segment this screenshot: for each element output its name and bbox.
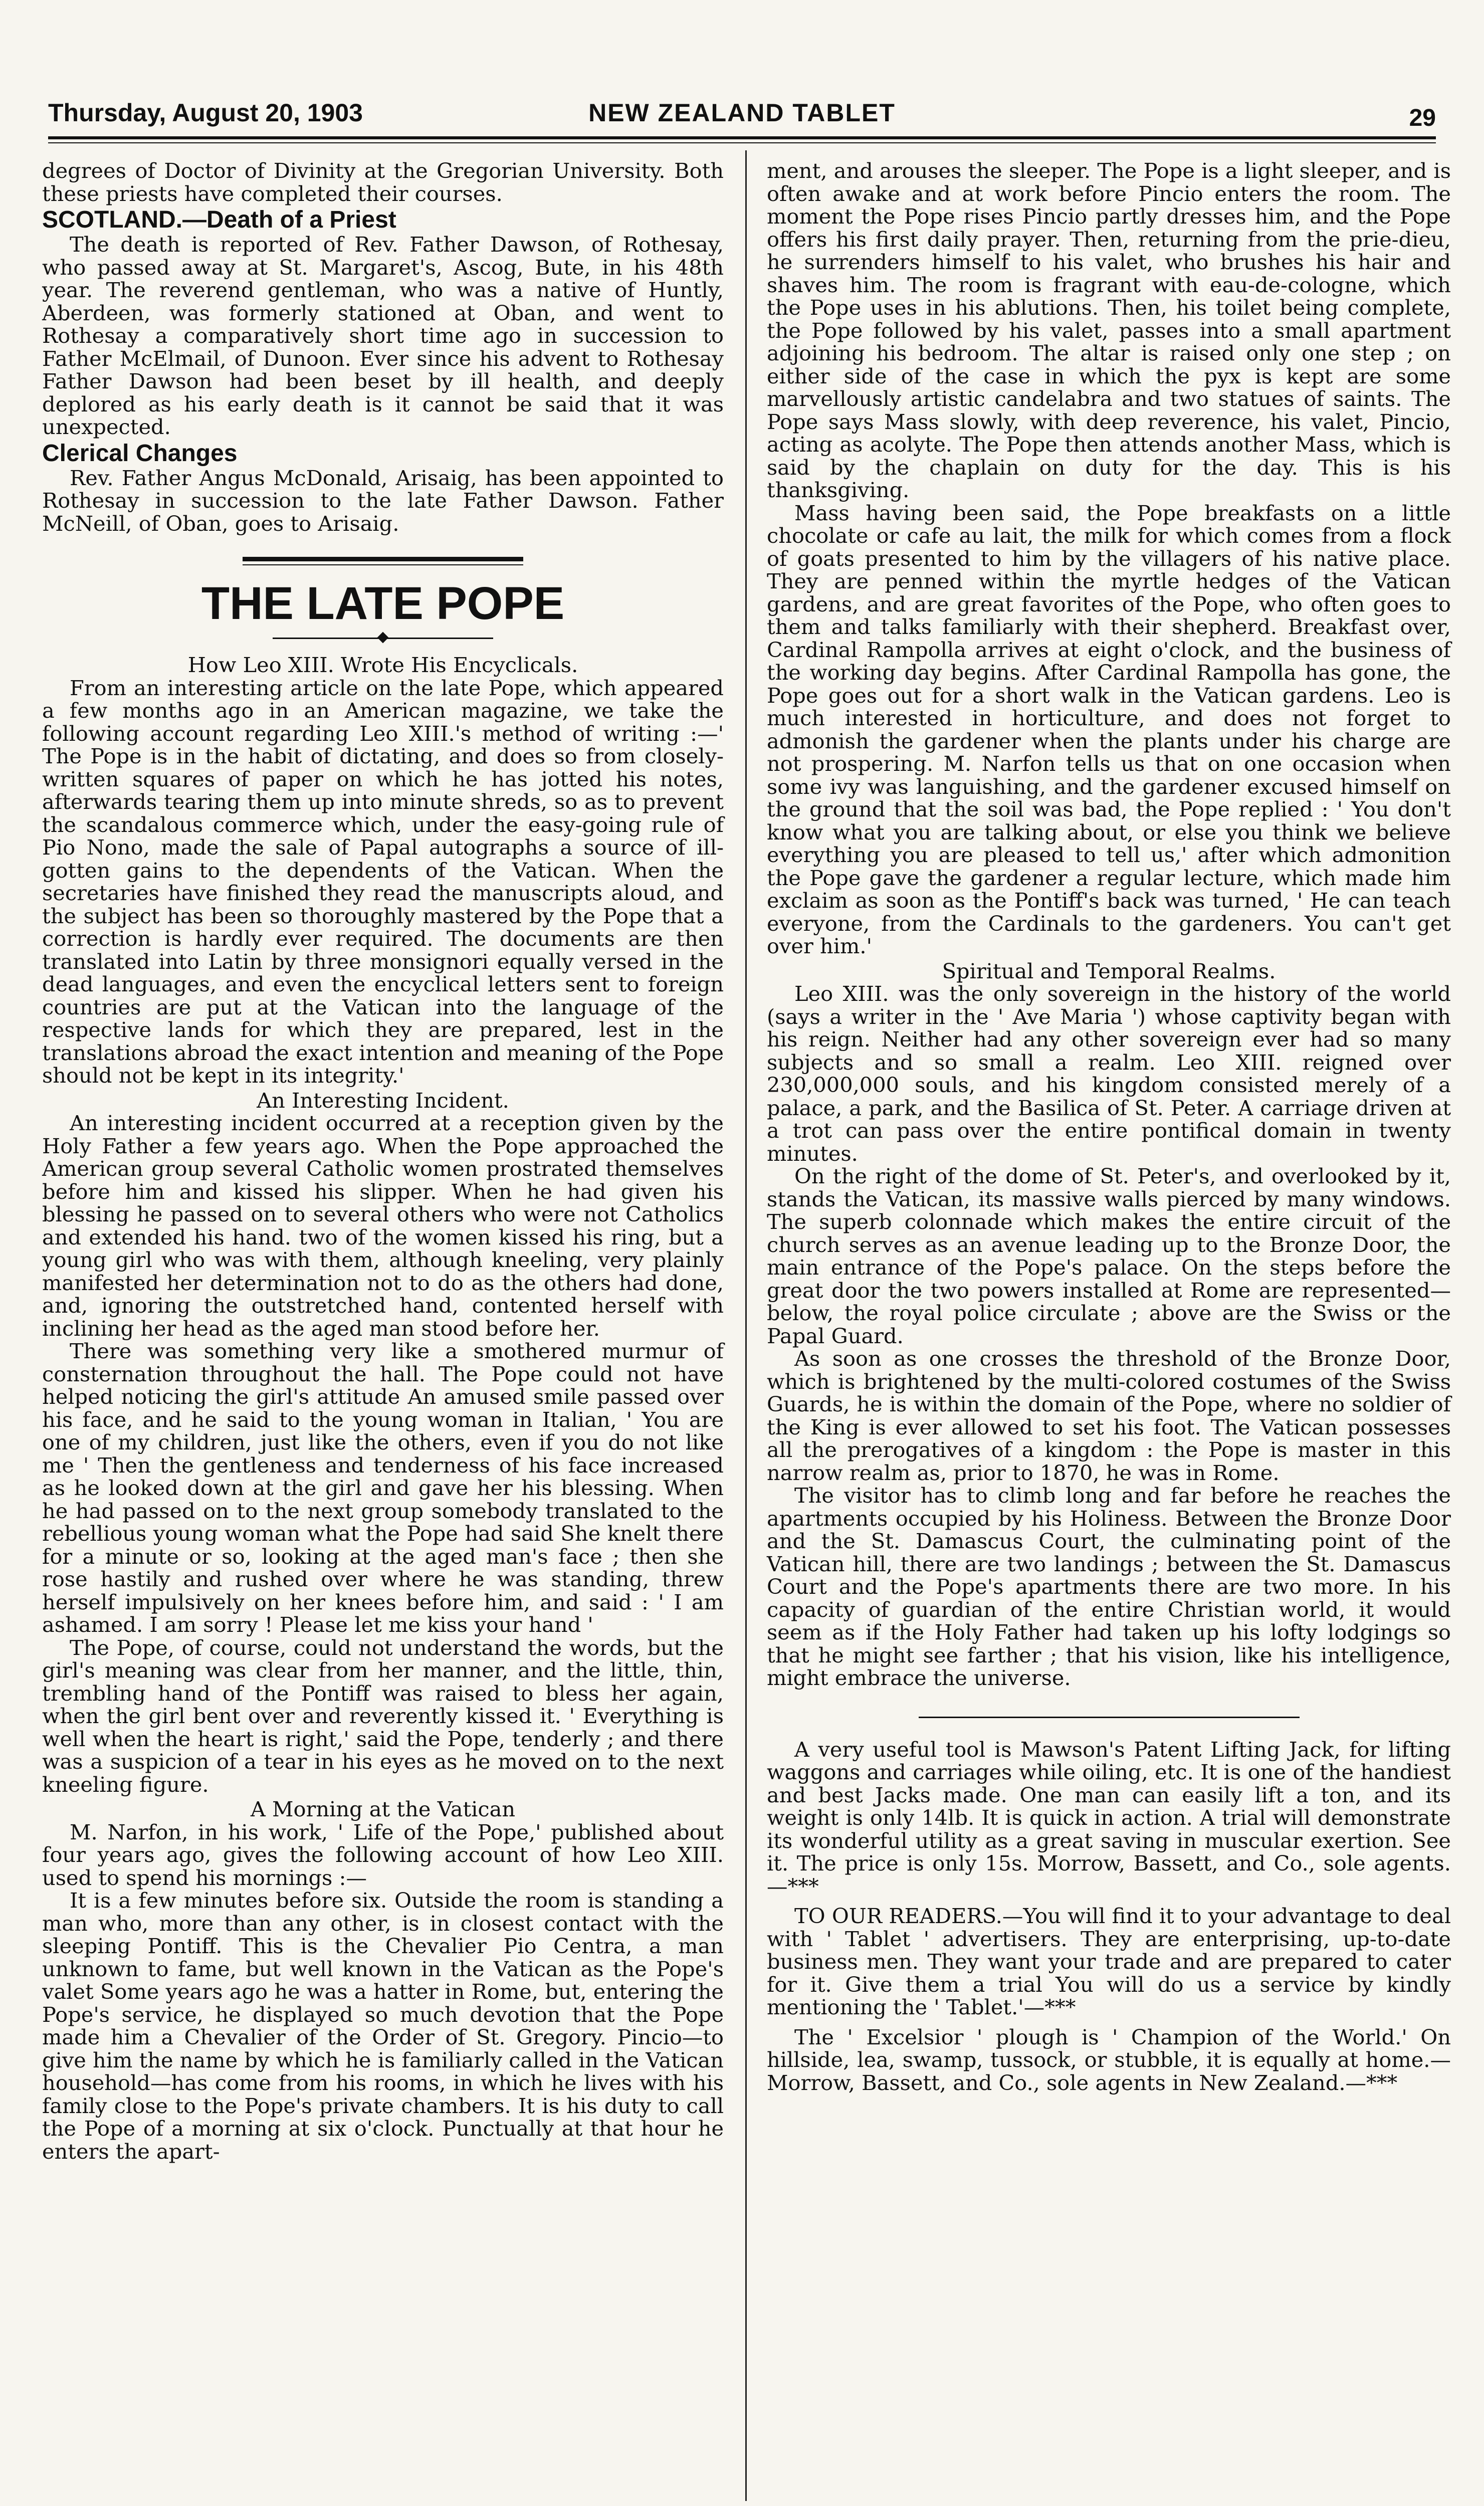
advert-readers: TO OUR READERS.—You will find it to your advantage to deal with ' Tablet ' advertisers. They are enterprising, up-to-date business men. They want your trade and are prepared to cater for it. Give them a trial You will do us a service by kindly mentioning the ' Tablet.'—*** — [767, 1904, 1451, 2019]
subheading-morning: A Morning at the Vatican — [250, 1797, 516, 1821]
realms-paragraph-4: The visitor has to climb long and far before he reaches the apartments occupied by his Holiness. Between the Bronze Door and the St. Damascus Court, the culminating point of the Vatican hill, there are two landings ; between the St. Damascus Court and the Pope's apartments there are two more. In his capacity of guardian of the entire Christian world, it would seem as if the Holy Father had taken up his lofty lodgings so that he might see farther ; that his vision, like his intelligence, might embrace the universe. — [767, 1483, 1451, 1690]
scotland-paragraph: The death is reported of Rev. Father Dawson, of Rothesay, who passed away at St. Margaret's, Ascog, Bute, in his 48th year. The reverend gentleman, who was a native of Huntly, Aberdeen, was formerly stationed at Oban, and went to Rothesay a comparatively short time ago in succession to Father McElmail, of Dunoon. Ever since his advent to Rothesay Father Dawson had been beset by ill health, and deeply deplored as his early death is it cannot be said that it was unexpected. — [42, 232, 724, 439]
incident-paragraph-2: There was something very like a smothered murmur of consternation throughout the hall. The Pope could not have helped noticing the girl's attitude An amused smile passed over his face, and he said to the young woman in Italian, ' You are one of my children, just like the others, even if you do not like me ' Then the gentleness and tenderness of his face increased as he looked down at the girl and gave her his blessing. When he had passed on to the next group somebody translated to the rebellious young woman what the Pope had said She knelt there for a minute or so, looking at the aged man's face ; then she rose hastily and rushed over where he was standing, threw herself impulsively on her knees before him, and said : ' I am ashamed. I am sorry ! Please let me kiss your hand ' — [42, 1339, 724, 1637]
header-rule — [48, 136, 1436, 139]
advert-plough: The ' Excelsior ' plough is ' Champion of the World.' On hillside, lea, swamp, tussock, or stubble, it is equally at home.—Morrow, Bassett, and Co., sole agents in New Zealand.—*** — [767, 2024, 1451, 2095]
morning-paragraph-1: M. Narfon, in his work, ' Life of the Pope,' published about four years ago, gives the following account of how Leo XIII. used to spend his mornings :— — [42, 1819, 724, 1890]
incident-paragraph-1: An interesting incident occurred at a reception given by the Holy Father a few years ago. When the Pope approached the American group several Catholic women prostrated themselves before him and kissed his slipper. When he had given his blessing he passed on to several others who were not Catholics and extended his hand. two of the women kissed his ring, but a young girl who was with them, although kneeling, very plainly manifested her determination not to do as the others had done, and, ignoring the outstretched hand, contented herself with inclining her head as the aged man stood before her. — [42, 1111, 724, 1341]
page-header — [48, 95, 1436, 130]
article-title: THE LATE POPE — [201, 578, 565, 629]
diamond-rule — [273, 632, 493, 645]
issue-date: Thursday, August 20, 1903 — [48, 99, 363, 127]
advert-lifting-jack: A very useful tool is Mawson's Patent Lifting Jack, for lifting waggons and carriages while oiling, etc. It is one of the handiest and best Jacks made. One man can easily lift a ton, and its weight is only 14lb. It is quick in action. A trial will demonstrate its wonderful utility as a great saving in muscular exertion. See it. The price is only 15s. Morrow, Bassett, and Co., sole agents.—*** — [767, 1737, 1451, 1899]
left-column — [42, 159, 724, 2163]
morning-paragraph-2: It is a few minutes before six. Outside the room is standing a man who, more than any other, is in closest contact with the sleeping Pontiff. This is the Chevalier Pio Centra, a man unknown to fame, but well known in the Vatican as the Pope's valet Some years ago he was a hatter in Rome, but, entering the Pope's service, he displayed so much devotion that the Pope made him a Chevalier of the Order of St. Gregory. Pincio—to give him the name by which he is familiarly called in the Vatican household—has come from his rooms, in which he lives with his family close to the Pope's private chambers. It is his duty to call the Pope of a morning at six o'clock. Punctually at that hour he enters the apart- — [42, 1888, 724, 2164]
column-divider — [745, 150, 747, 2501]
page-number: 29 — [1409, 105, 1436, 131]
clerical-paragraph: Rev. Father Angus McDonald, Arisaig, has been appointed to Rothesay in succession to the late Father Dawson. Father McNeill, of Oban, goes to Arisaig. — [42, 465, 724, 536]
title-rule — [42, 557, 724, 565]
right-column — [767, 159, 1451, 2094]
scotland-heading: SCOTLAND.—Death of a Priest — [42, 206, 396, 233]
subheading-encyclicals: How Leo XIII. Wrote His Encyclicals. — [187, 653, 578, 677]
breakfast-paragraph: Mass having been said, the Pope breakfasts on a little chocolate or cafe au lait, the milk for which comes from a flock of goats presented to him by the villagers of his native place. They are penned within the myrtle hedges of the Vatican gardens, and are great favorites of the Pope, who often goes to them and talks familiarly with their shepherd. Breakfast over, Cardinal Rampolla arrives at eight o'clock, and the business of the working day begins. After Cardinal Rampolla has gone, the Pope goes out for a short walk in the Vatican gardens. Leo is much interested in horticulture, and does not forget to admonish the gardener when the plants under his charge are not prospering. M. Narfon tells us that on one occasion when some ivy was languishing, and the gardener excused himself on the ground that the soil was bad, the Pope replied : ' You don't know what you are talking about, or else you think we believe everything you are pleased to tell us,' after which admonition the Pope gave the gardener a regular lecture, which made him exclaim as soon as the Pontiff's back was turned, ' He can teach everyone, from the Cardinals to the gardeners. You can't get over him.' — [767, 500, 1451, 958]
subheading-realms: Spiritual and Temporal Realms. — [942, 958, 1276, 983]
incident-paragraph-3: The Pope, of course, could not understand the words, but the girl's meaning was clear from her manner, and the little, thin, trembling hand of the Pontiff was raised to bless her again, when the girl bent over and reverently kissed it. ' Everything is well when the heart is right,' said the Pope, tenderly ; and there was a suspicion of a tear in his eyes as he moved on to the next kneeling figure. — [42, 1635, 724, 1797]
clerical-heading: Clerical Changes — [42, 440, 238, 467]
realms-paragraph-1: Leo XIII. was the only sovereign in the history of the world (says a writer in the ' Ave Maria ') whose captivity began with his reign. Neither had any other sovereign ever had so many subjects and so small a realm. Leo XIII. reigned over 230,000,000 souls, and his kingdom consisted merely of a palace, a park, and the Basilica of St. Peter. A carriage driven at a trot can pass over the entire pontifical domain in twenty minutes. — [767, 981, 1451, 1166]
intro-paragraph: degrees of Doctor of Divinity at the Gregorian University. Both these priests have completed their courses. — [42, 158, 724, 206]
subheading-incident: An Interesting Incident. — [257, 1088, 509, 1113]
continued-paragraph: ment, and arouses the sleeper. The Pope is a light sleeper, and is often awake and at work before Pincio enters the room. The moment the Pope rises Pincio partly dresses him, and the Pope offers his first daily prayer. Then, returning from the prie-dieu, he surrenders himself to his valet, who brushes his hair and shaves him. The room is fragrant with eau-de-cologne, which the Pope uses in his ablutions. Then, his toilet being complete, the Pope followed by his valet, passes into a small apartment adjoining his bedroom. The altar is raised only one step ; on either side of the case in which the pyx is kept are some marvellously artistic candelabra and two statues of saints. The Pope says Mass slowly, with deep reverence, his valet, Pincio, acting as acolyte. The Pope then attends another Mass, which is said by the chaplain on duty for the day. This is his thanksgiving. — [767, 158, 1451, 502]
header-rule-thin — [48, 142, 1436, 143]
publication-title: NEW ZEALAND TABLET — [588, 99, 896, 127]
encyclicals-paragraph: From an interesting article on the late Pope, which appeared a few months ago in an American magazine, we take the following account regarding Leo XIII.'s method of writing :—' The Pope is in the habit of dictating, and does so from closely-written squares of paper on which he has jotted his notes, afterwards tearing them up into minute shreds, so as to prevent the scandalous commerce which, under the easy-going rule of Pio Nono, made the sale of Papal autographs a source of ill-gotten gains to the dependents of the Vatican. When the secretaries have finished they read the manuscripts aloud, and the subject has been so thoroughly mastered by the Pope that a correction is hardly ever required. The documents are then translated into Latin by three monsignori equally versed in the dead languages, and even the encyclical letters sent to foreign countries are put at the Vatican into the language of the respective lands for which they are prepared, lest in the translations abroad the exact intention and meaning of the Pope should not be kept in its integrity.' — [42, 675, 724, 1088]
advert-block — [767, 1738, 1451, 2095]
realms-paragraph-2: On the right of the dome of St. Peter's, and overlooked by it, stands the Vatican, its massive walls pierced by many windows. The superb colonnade which makes the entire circuit of the church serves as an avenue leading up to the Bronze Door, the main entrance of the Pope's palace. On the steps before the great door the two powers installed at Rome are represented—below, the royal police circulate ; above are the Swiss or the Papal Guard. — [767, 1164, 1451, 1348]
realms-paragraph-3: As soon as one crosses the threshold of the Bronze Door, which is brightened by the multi-colored costumes of the Swiss Guards, he is within the domain of the Pope, where no soldier of the King is ever allowed to set his foot. The Vatican possesses all the prerogatives of a kingdom : the Pope is master in this narrow realm as, prior to 1870, he was in Rome. — [767, 1346, 1451, 1485]
